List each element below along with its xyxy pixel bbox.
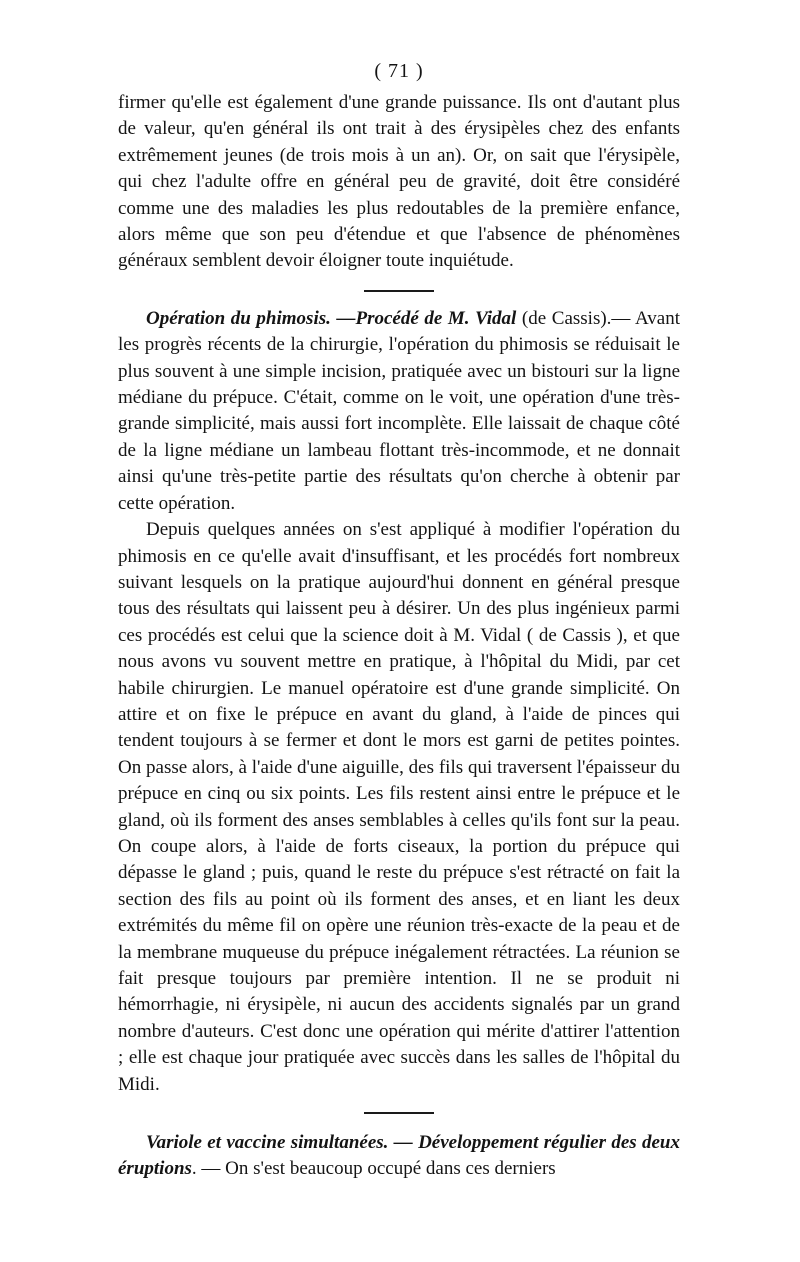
paragraph-continuation: firmer qu'elle est également d'une grande puissance. Ils ont d'autant plus de valeur, qu'en général ils ont trait à des érysipèles chez des enfants extrêmement jeunes (de trois mois à un an). Or, on sait que l'érysipèle, qui chez l'adulte offre en général peu de gravité, doit être considéré comme une des maladies les plus redoutables de la première enfance, alors même que son peu d'étendue et que l'absence de phénomènes généraux semblent devoir éloigner toute inquiétude.: [118, 92, 680, 272]
paragraph-phimosis-body: Avant les progrès récents de la chirurgie, l'opération du phimosis se réduisait le plus souvent à une simple incision, pratiquée avec un bistouri sur la ligne médiane du prépuce. C'était, comme on le voit, une opération d'une très-grande simplicité, mais aussi fort incomplète. Elle laissait de chaque côté de la ligne médiane un lambeau flottant très-incommode, et ne donnait ainsi qu'une très-petite partie des résultats qu'on cherche à obtenir par cette opération.: [118, 307, 681, 514]
section-divider: [364, 290, 434, 292]
section-divider: [364, 1112, 434, 1114]
page-number: ( 71 ): [374, 60, 424, 82]
section-heading-phimosis: Opération du phimosis. —Procédé de M. Vidal: [146, 307, 517, 329]
paragraph-vidal-procedure: Depuis quelques années on s'est appliqué à modifier l'opération du phimosis en ce qu'elle avait d'insuffisant, et les procédés fort nombreux suivant lesquels on la pratique aujourd'hui donnent en général presque tous des résultats qui laissent peu à désirer. Un des plus ingénieux parmi ces procédés est celui que la science doit à M. Vidal ( de Cassis ), et que nous avons vu souvent mettre en pratique, à l'hôpital du Midi, par cet habile chirurgien. Le manuel opératoire est d'une grande simplicité. On attire et on fixe le prépuce en avant du gland, à l'aide de pinces qui tendent toujours à se fermer et dont le mors est garni de petites pointes. On passe alors, à l'aide d'une aiguille, des fils qui traversent l'épaisseur du prépuce en cinq ou six points. Les fils restent ainsi entre le prépuce et le gland, où ils forment des anses semblables à celles qu'ils font sur la peau. On coupe alors, à l'aide de forts ciseaux, la portion du prépuce qui dépasse le gland ; puis, quand le reste du prépuce s'est rétracté on fait la section des fils au point où ils forment des anses, et en liant les deux extrémités du même fil on opère une réunion très-exacte de la peau et de la membrane muqueuse du prépuce inégalement rétractées. La réunion se fait presque toujours par première intention. Il ne se produit ni hémorrhagie, ni érysipèle, ni aucun des accidents signalés par un grand nombre d'auteurs. C'est donc une opération qui mérite d'attirer l'attention ; elle est chaque jour pratiquée avec succès dans les salles de l'hôpital du Midi.: [118, 519, 680, 1095]
section-heading-variole: Variole et vaccine simultanées. — Développement régulier des deux éruptions: [118, 1132, 680, 1180]
section-heading-phimosis-suffix: (de Cassis).—: [516, 307, 635, 329]
paragraph-variole: [118, 1130, 680, 1183]
book-page: [118, 52, 680, 1183]
paragraph-phimosis-intro: [118, 306, 680, 517]
section-heading-variole-suffix: . —: [191, 1158, 226, 1180]
paragraph-variole-body: On s'est beaucoup occupé dans ces derniers: [225, 1158, 556, 1180]
